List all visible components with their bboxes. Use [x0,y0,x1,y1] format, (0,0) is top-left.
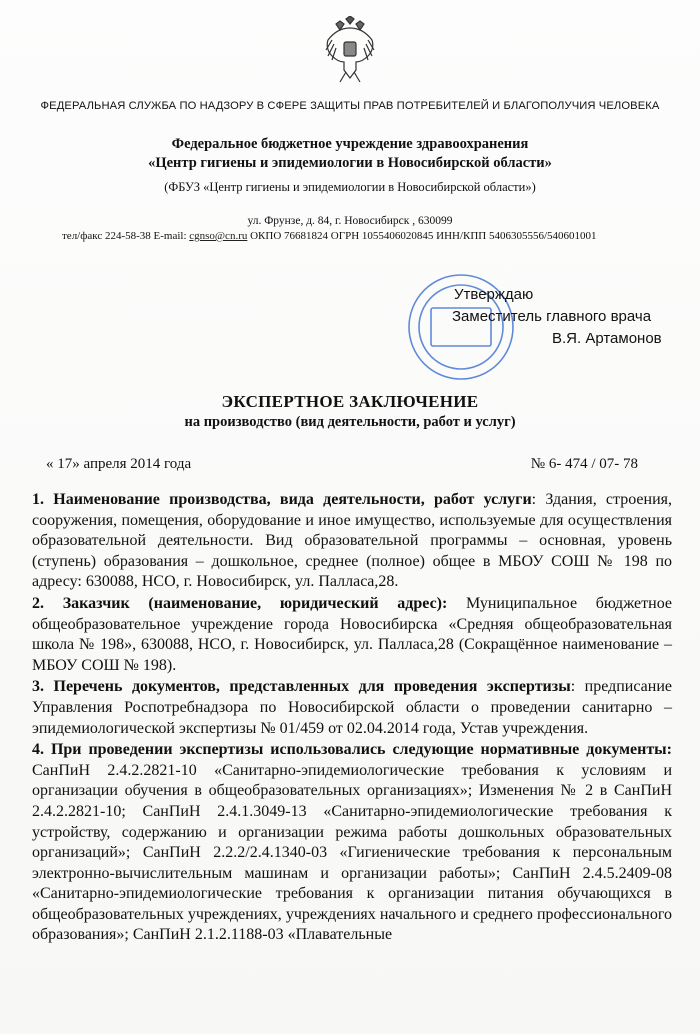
agency-name: ФЕДЕРАЛЬНАЯ СЛУЖБА ПО НАДЗОРУ В СФЕРЕ ЗАЩИТЫ ПРАВ ПОТРЕБИТЕЛЕЙ И БЛАГОПОЛУЧИЯ ЧЕЛОВЕКА [40,100,660,112]
section-heading: 3. Перечень документов, представленных для проведения экспертизы [32,678,571,696]
approval-block [452,284,662,350]
section-text: Муниципальное бюджетное общеобразовательное учреждение города Новосибирска «Средняя общеобразовательная школа № 198», 630088, НСО, г. Новосибирск, ул. Паллаcа,28 (Сокращённое наименование – МБОУ СОШ № 198). [32,594,672,674]
approval-position: Заместитель главного врача [452,308,652,325]
russian-eagle-emblem-icon [322,16,378,86]
approval-signer: В.Я. Артамонов [552,330,662,347]
contacts-registry: ОКПО 76681824 ОГРН 1055406020845 ИНН/КПП 5406305556/540601001 [247,230,597,242]
document-number: № 6- 474 / 07- 78 [530,456,638,472]
organization-name: «Центр гигиены и эпидемиологии в Новосибирской области» [148,155,552,171]
document-title: ЭКСПЕРТНОЕ ЗАКЛЮЧЕНИЕ [221,392,479,411]
section-heading: 2. Заказчик (наименование, юридический адрес): [32,594,448,612]
section-2 [32,594,672,676]
section-text: : Здания, строения, сооружения, помещения, оборудование и иное имущество, используемые для осуществления образовательной деятельности. Вид образовательной программы – основная, уровень (ступень) образования – дошкольное, среднее (полное) общее в МБОУ СОШ № 198 по адресу: 630088, НСО, г. Новосибирск, ул. Паллаcа,28. [32,491,672,591]
section-4 [32,740,672,946]
section-heading: 1. Наименование производства, вида деятельности, работ услуги [32,491,532,508]
organization-title: Федеральное бюджетное учреждение здравоохранения [171,136,529,152]
document-body [32,490,672,947]
section-3 [32,677,672,739]
organization-short-name: (ФБУЗ «Центр гигиены и эпидемиологии в Новосибирской области») [164,180,536,194]
approval-caption: Утверждаю [454,286,534,303]
document-subtitle: на производство (вид деятельности, работ и услуг) [184,414,516,430]
section-text: СанПиН 2.4.2.2821-10 «Санитарно-эпидемиологические требования к условиям и организации обучения в общеобразовательных организациях»; Изменения № 2 в СанПиН 2.4.2.2821-10; СанПиН 2.4.1.3049-13 «Санитарно-эпидемиологические требования к устройству, содержанию и организации режима работы дошкольных образовательных организаций»; СанПиН 2.2.2/2.4.1340-03 «Гигиенические требования к персональным электронно-вычислительным машинам и организации работы»; СанПиН 2.4.5.2409-08 «Санитарно-эпидемиологические требования к организации питания обучающихся в общеобразовательных учреждениях, учреждениях начального и среднего профессионального образования»; СанПиН 2.1.2.1188-03 «Плавательные [32,761,672,944]
section-heading: 4. При проведении экспертизы использовались следующие нормативные документы: [32,741,672,759]
email-link[interactable]: cgnso@cn.ru [189,230,248,242]
contacts-phone: тел/факс 224-58-38 E-mail: [62,230,190,242]
document-date: « 17» апреля 2014 года [46,456,192,472]
organization-contacts [62,230,597,242]
organization-address: ул. Фрунзе, д. 84, г. Новосибирск , 630099 [247,215,453,227]
section-text: : предписание Управления Роспотребнадзора по Новосибирской области о проведении санитарно – эпидемиологической экспертизы № 01/459 от 02.04.2014 года, Устав учреждения. [32,678,672,737]
section-1 [32,490,672,593]
